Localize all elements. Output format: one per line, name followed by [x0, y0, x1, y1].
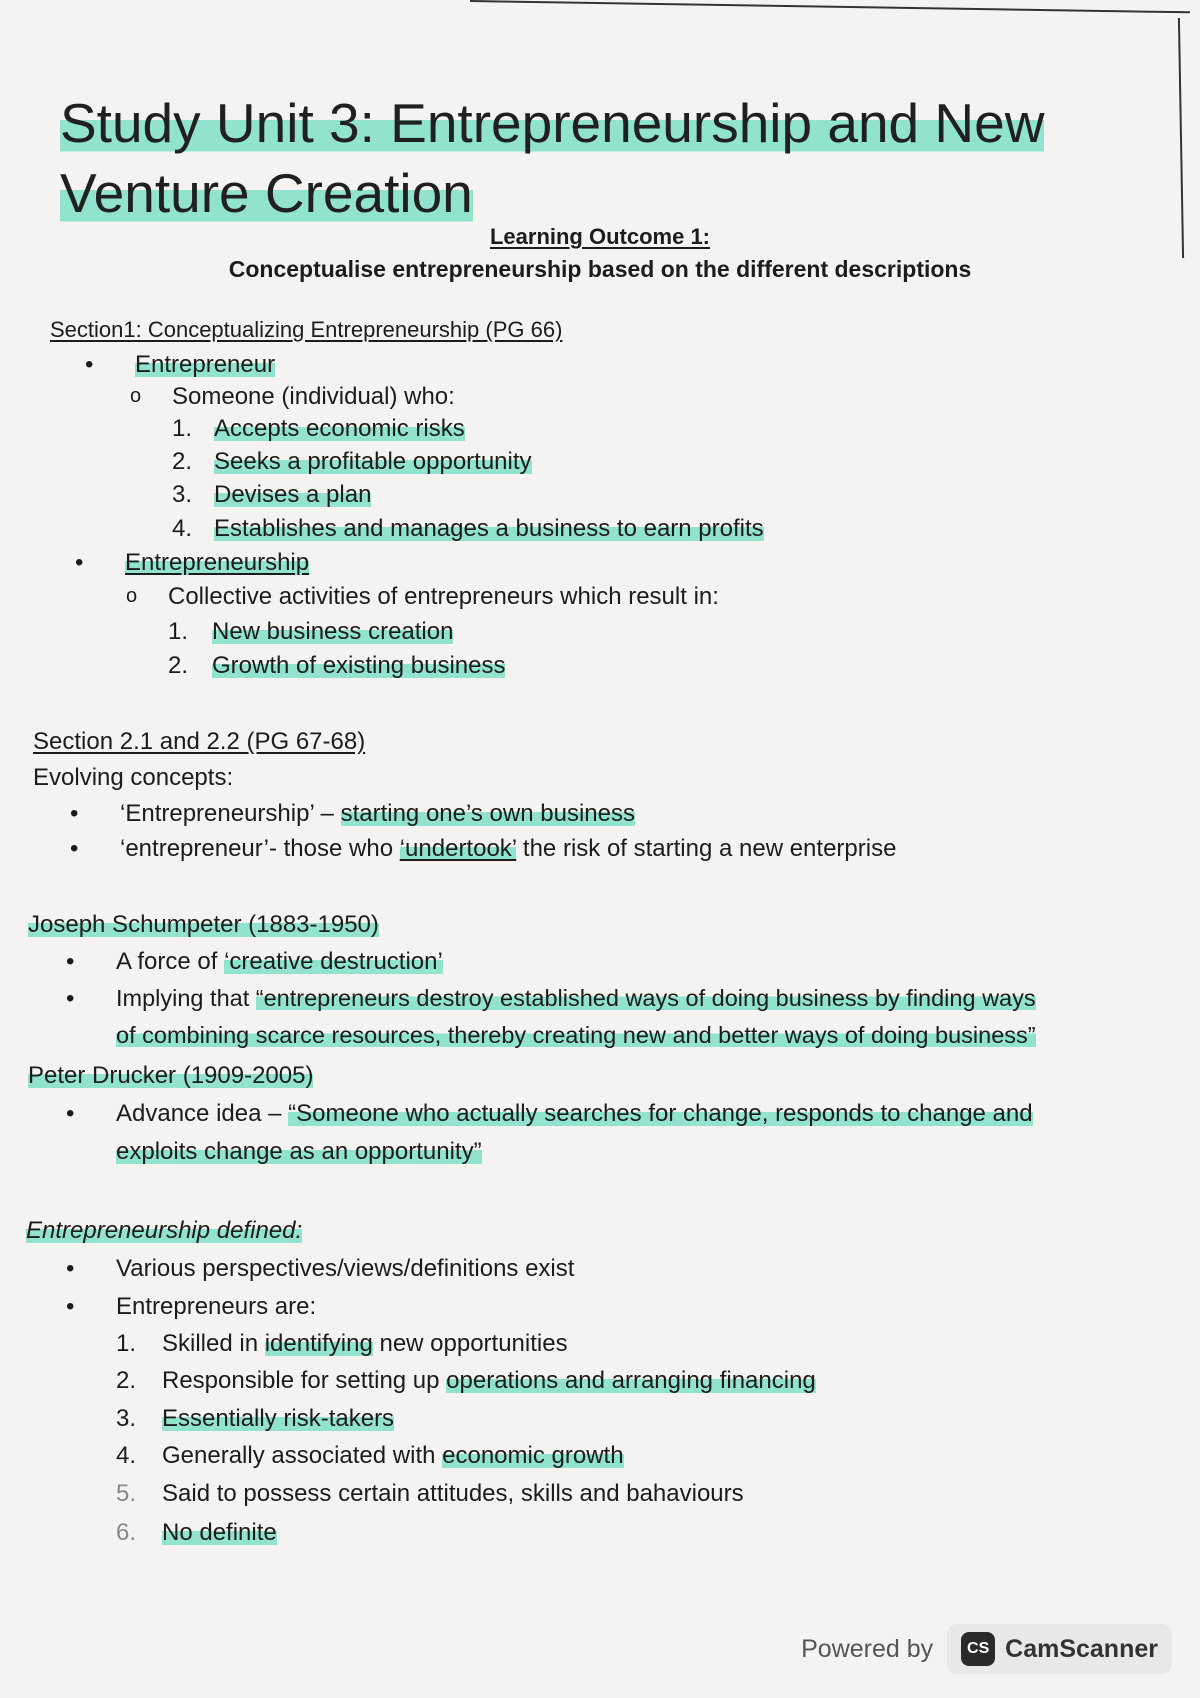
defined-heading: Entrepreneurship defined: [26, 1217, 303, 1244]
list-item: • ‘Entrepreneurship’ – starting one’s own business [120, 800, 635, 828]
camscanner-logo-icon: CS [961, 1632, 995, 1666]
list-item: 2. Responsible for setting up operations and arranging financing [116, 1367, 816, 1394]
list-item: 3. Essentially risk-takers [116, 1405, 395, 1432]
list-item: 1. New business creation [168, 618, 454, 645]
list-item: • Entrepreneurs are: [116, 1293, 316, 1321]
bullet-entrepreneurship: • Entrepreneurship [125, 549, 309, 577]
list-item-continued: of combining scarce resources, thereby creating new and better ways of doing business” [116, 1022, 1036, 1048]
list-item: • A force of ‘creative destruction’ [116, 948, 443, 976]
section2-heading: Section 2.1 and 2.2 (PG 67-68) [33, 728, 366, 755]
list-item: • ‘entrepreneur’- those who ‘undertook’ the risk of starting a new enterprise [120, 835, 896, 863]
bullet-entrepreneur: • Entrepreneur [135, 351, 275, 379]
list-item: 1. Skilled in identifying new opportunities [116, 1330, 568, 1357]
list-item: 6. No definite [116, 1519, 277, 1546]
evolving-concepts: Evolving concepts: [33, 764, 234, 791]
learning-outcome-text: Conceptualise entrepreneurship based on the different descriptions [228, 256, 972, 282]
title-line-2: Venture Creation [60, 162, 473, 224]
entrepreneur-sub: o Someone (individual) who: [172, 383, 455, 411]
list-item: 4. Establishes and manages a business to earn profits [172, 515, 764, 542]
list-item-continued: exploits change as an opportunity” [116, 1138, 482, 1165]
list-item: 2. Growth of existing business [168, 652, 506, 679]
schumpeter-heading: Joseph Schumpeter (1883-1950) [28, 911, 379, 938]
learning-outcome-label: Learning Outcome 1: [489, 224, 711, 249]
camscanner-badge [947, 1624, 1172, 1674]
powered-by-label: Powered by [801, 1634, 934, 1663]
list-item: 5. Said to possess certain attitudes, skills and bahaviours [116, 1480, 744, 1507]
list-item: • Advance idea – “Someone who actually searches for change, responds to change and [116, 1100, 1033, 1128]
section1-heading: Section1: Conceptualizing Entrepreneurship (PG 66) [50, 317, 563, 342]
title-line-1: Study Unit 3: Entrepreneurship and New [60, 92, 1045, 154]
list-item: • Various perspectives/views/definitions exist [116, 1255, 574, 1283]
list-item: 2. Seeks a profitable opportunity [172, 448, 532, 475]
page-edge [1178, 18, 1184, 258]
page-title [60, 88, 1044, 228]
page-edge [470, 0, 1190, 13]
camscanner-brand: CamScanner [1005, 1634, 1158, 1663]
camscanner-watermark [801, 1624, 1172, 1674]
entrepreneurship-sub: o Collective activities of entrepreneurs which result in: [168, 583, 719, 611]
list-item: 1. Accepts economic risks [172, 415, 465, 442]
list-item: 3. Devises a plan [172, 481, 372, 508]
list-item: • Implying that “entrepreneurs destroy established ways of doing business by finding ways [116, 985, 1036, 1012]
drucker-heading: Peter Drucker (1909-2005) [28, 1062, 314, 1089]
list-item: 4. Generally associated with economic growth [116, 1442, 624, 1469]
